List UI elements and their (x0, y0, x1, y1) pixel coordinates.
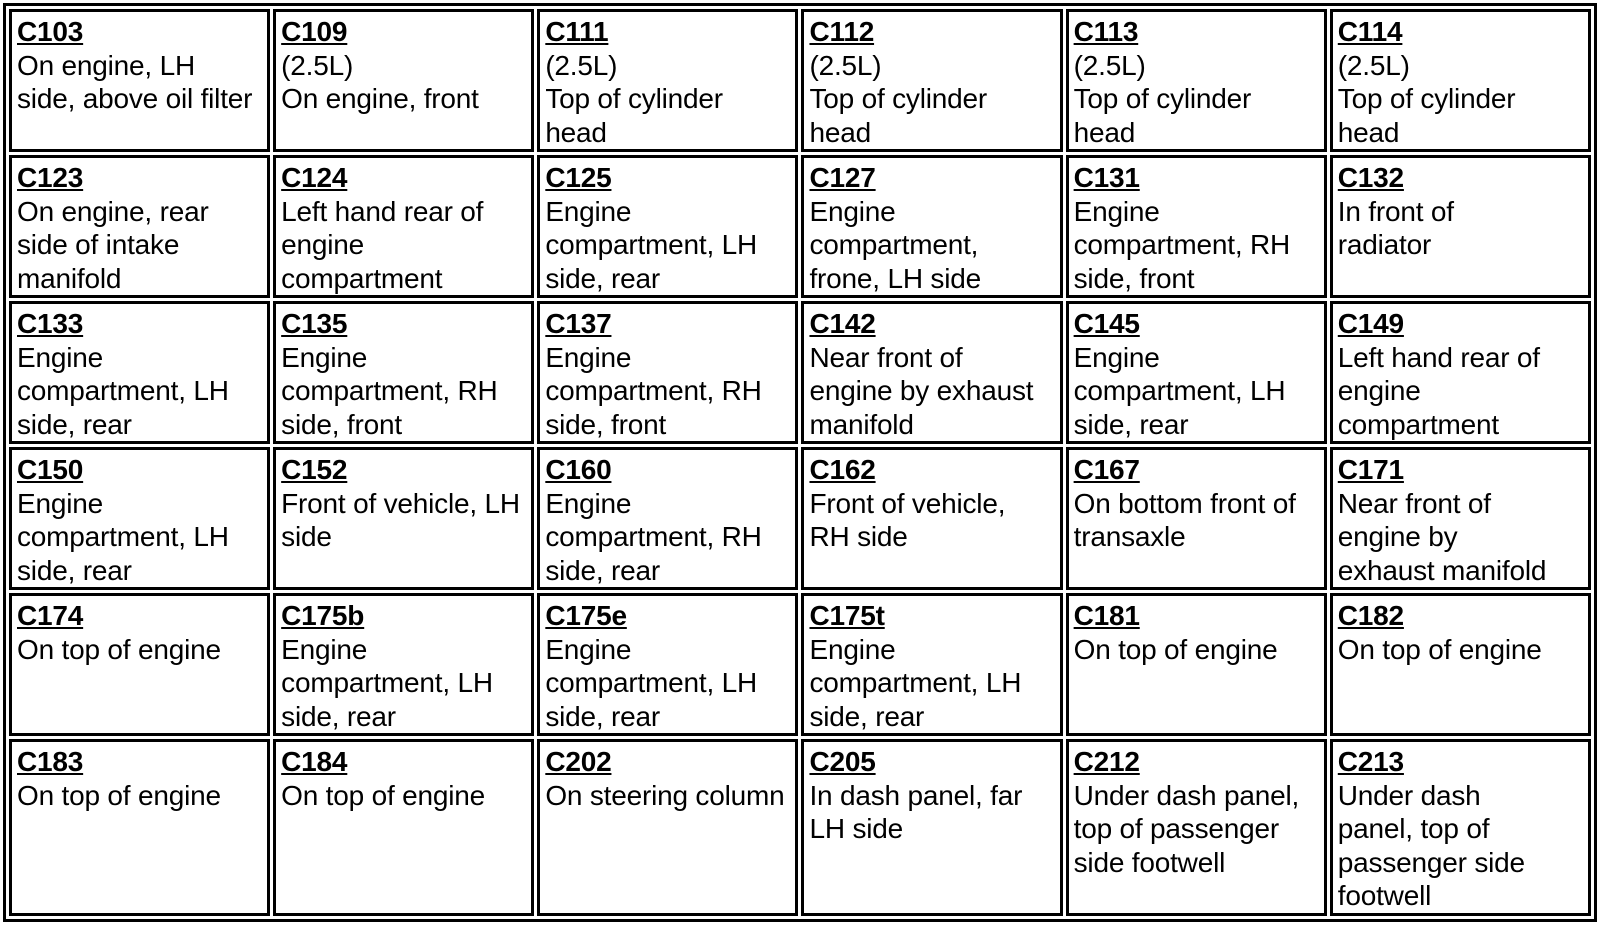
table-cell (9, 9, 270, 152)
connector-location: Engine compartment, LH side, rear (17, 487, 229, 586)
connector-id-link[interactable]: C212 (1073, 746, 1140, 777)
connector-location: Near front of engine by exhaust manifold (809, 341, 1034, 440)
table-cell (273, 155, 534, 298)
connector-location: On bottom front of transaxle (1073, 487, 1296, 552)
connector-location: On top of engine (17, 633, 221, 665)
table-cell (273, 301, 534, 444)
connector-id-link[interactable]: C202 (545, 746, 612, 777)
connector-id-link[interactable]: C109 (281, 16, 348, 47)
table-cell (1066, 301, 1327, 444)
connector-location-table (3, 3, 1597, 922)
table-cell (1330, 9, 1591, 152)
table-cell (537, 9, 798, 152)
connector-location: Engine compartment, RH side, front (1073, 195, 1291, 294)
connector-id-link[interactable]: C175e (545, 600, 627, 631)
table-cell (9, 447, 270, 590)
connector-location: On top of engine (1073, 633, 1278, 665)
connector-location: (2.5L) Top of cylinder head (1337, 49, 1516, 148)
table-cell (537, 301, 798, 444)
connector-location: Near front of engine by exhaust manifold (1337, 487, 1547, 586)
table-row (9, 9, 1591, 152)
table-cell (801, 9, 1062, 152)
connector-location: (2.5L) Top of cylinder head (1073, 49, 1252, 148)
connector-id-link[interactable]: C175b (281, 600, 365, 631)
connector-id-link[interactable]: C167 (1073, 454, 1140, 485)
table-cell (9, 155, 270, 298)
table-cell (801, 301, 1062, 444)
table-cell (1330, 301, 1591, 444)
table-row (9, 739, 1591, 916)
connector-id-link[interactable]: C205 (809, 746, 876, 777)
connector-location: Engine compartment, RH side, front (281, 341, 498, 440)
table-cell (537, 739, 798, 916)
connector-id-link[interactable]: C184 (281, 746, 348, 777)
table-row (9, 447, 1591, 590)
table-cell (273, 593, 534, 736)
connector-location: Left hand rear of engine compartment (281, 195, 484, 294)
connector-location: Left hand rear of engine compartment (1337, 341, 1540, 440)
table-cell (9, 739, 270, 916)
table-cell (1066, 9, 1327, 152)
connector-location: In dash panel, far LH side (809, 779, 1023, 844)
connector-location: Engine compartment, LH side, rear (545, 633, 758, 732)
connector-location: Engine compartment, RH side, rear (545, 487, 762, 586)
table-cell (273, 447, 534, 590)
table-row (9, 155, 1591, 298)
connector-id-link[interactable]: C174 (17, 600, 84, 631)
table-cell (273, 739, 534, 916)
connector-id-link[interactable]: C133 (17, 308, 84, 339)
connector-id-link[interactable]: C149 (1337, 308, 1404, 339)
table-cell (1330, 155, 1591, 298)
connector-id-link[interactable]: C123 (17, 162, 84, 193)
table-cell (801, 739, 1062, 916)
connector-location: On top of engine (281, 779, 486, 811)
connector-id-link[interactable]: C152 (281, 454, 348, 485)
connector-id-link[interactable]: C113 (1073, 16, 1139, 47)
connector-location: On engine, rear side of intake manifold (17, 195, 209, 294)
table-cell (537, 593, 798, 736)
connector-location: Engine compartment, LH side, rear (281, 633, 493, 732)
connector-id-link[interactable]: C112 (809, 16, 875, 47)
table-row (9, 593, 1591, 736)
connector-location: Engine compartment, frone, LH side (809, 195, 981, 294)
table-cell (801, 593, 1062, 736)
connector-location: (2.5L) Top of cylinder head (545, 49, 723, 148)
connector-location: On steering column (545, 779, 785, 811)
connector-id-link[interactable]: C181 (1073, 600, 1140, 631)
table-cell (537, 155, 798, 298)
connector-id-link[interactable]: C160 (545, 454, 612, 485)
connector-id-link[interactable]: C111 (545, 16, 609, 47)
connector-location: (2.5L) Top of cylinder head (809, 49, 988, 148)
connector-id-link[interactable]: C171 (1337, 454, 1404, 485)
connector-location: Engine compartment, LH side, rear (17, 341, 229, 440)
connector-id-link[interactable]: C103 (17, 16, 84, 47)
table-cell (801, 155, 1062, 298)
connector-location: Engine compartment, LH side, rear (809, 633, 1022, 732)
table-cell (9, 593, 270, 736)
connector-id-link[interactable]: C162 (809, 454, 876, 485)
connector-id-link[interactable]: C127 (809, 162, 876, 193)
connector-id-link[interactable]: C150 (17, 454, 84, 485)
connector-location: On top of engine (1337, 633, 1542, 665)
connector-id-link[interactable]: C124 (281, 162, 348, 193)
connector-id-link[interactable]: C125 (545, 162, 612, 193)
connector-id-link[interactable]: C213 (1337, 746, 1404, 777)
connector-id-link[interactable]: C175t (809, 600, 885, 631)
connector-id-link[interactable]: C131 (1073, 162, 1140, 193)
table-cell (1066, 739, 1327, 916)
table-cell (1066, 447, 1327, 590)
connector-table-body (9, 9, 1591, 916)
connector-location: Front of vehicle, RH side (809, 487, 1006, 552)
table-cell (9, 301, 270, 444)
connector-location: On top of engine (17, 779, 221, 811)
table-cell (801, 447, 1062, 590)
connector-id-link[interactable]: C132 (1337, 162, 1404, 193)
connector-id-link[interactable]: C137 (545, 308, 612, 339)
connector-id-link[interactable]: C183 (17, 746, 84, 777)
connector-id-link[interactable]: C182 (1337, 600, 1404, 631)
connector-id-link[interactable]: C135 (281, 308, 348, 339)
table-cell (1330, 447, 1591, 590)
table-cell (1330, 739, 1591, 916)
connector-id-link[interactable]: C142 (809, 308, 876, 339)
table-cell (537, 447, 798, 590)
connector-location: Under dash panel, top of passenger side footwell (1337, 779, 1525, 911)
table-cell (1066, 593, 1327, 736)
table-cell (273, 9, 534, 152)
connector-location: Front of vehicle, LH side (281, 487, 520, 552)
connector-location: Engine compartment, LH side, rear (1073, 341, 1286, 440)
table-cell (1330, 593, 1591, 736)
connector-location: Under dash panel, top of passenger side footwell (1073, 779, 1300, 878)
table-row (9, 301, 1591, 444)
connector-location: (2.5L) On engine, front (281, 49, 479, 114)
connector-location: On engine, LH side, above oil filter (17, 49, 253, 114)
connector-id-link[interactable]: C114 (1337, 16, 1403, 47)
connector-location: In front of radiator (1337, 195, 1454, 260)
table-cell (1066, 155, 1327, 298)
connector-location: Engine compartment, LH side, rear (545, 195, 758, 294)
connector-id-link[interactable]: C145 (1073, 308, 1140, 339)
connector-location: Engine compartment, RH side, front (545, 341, 762, 440)
